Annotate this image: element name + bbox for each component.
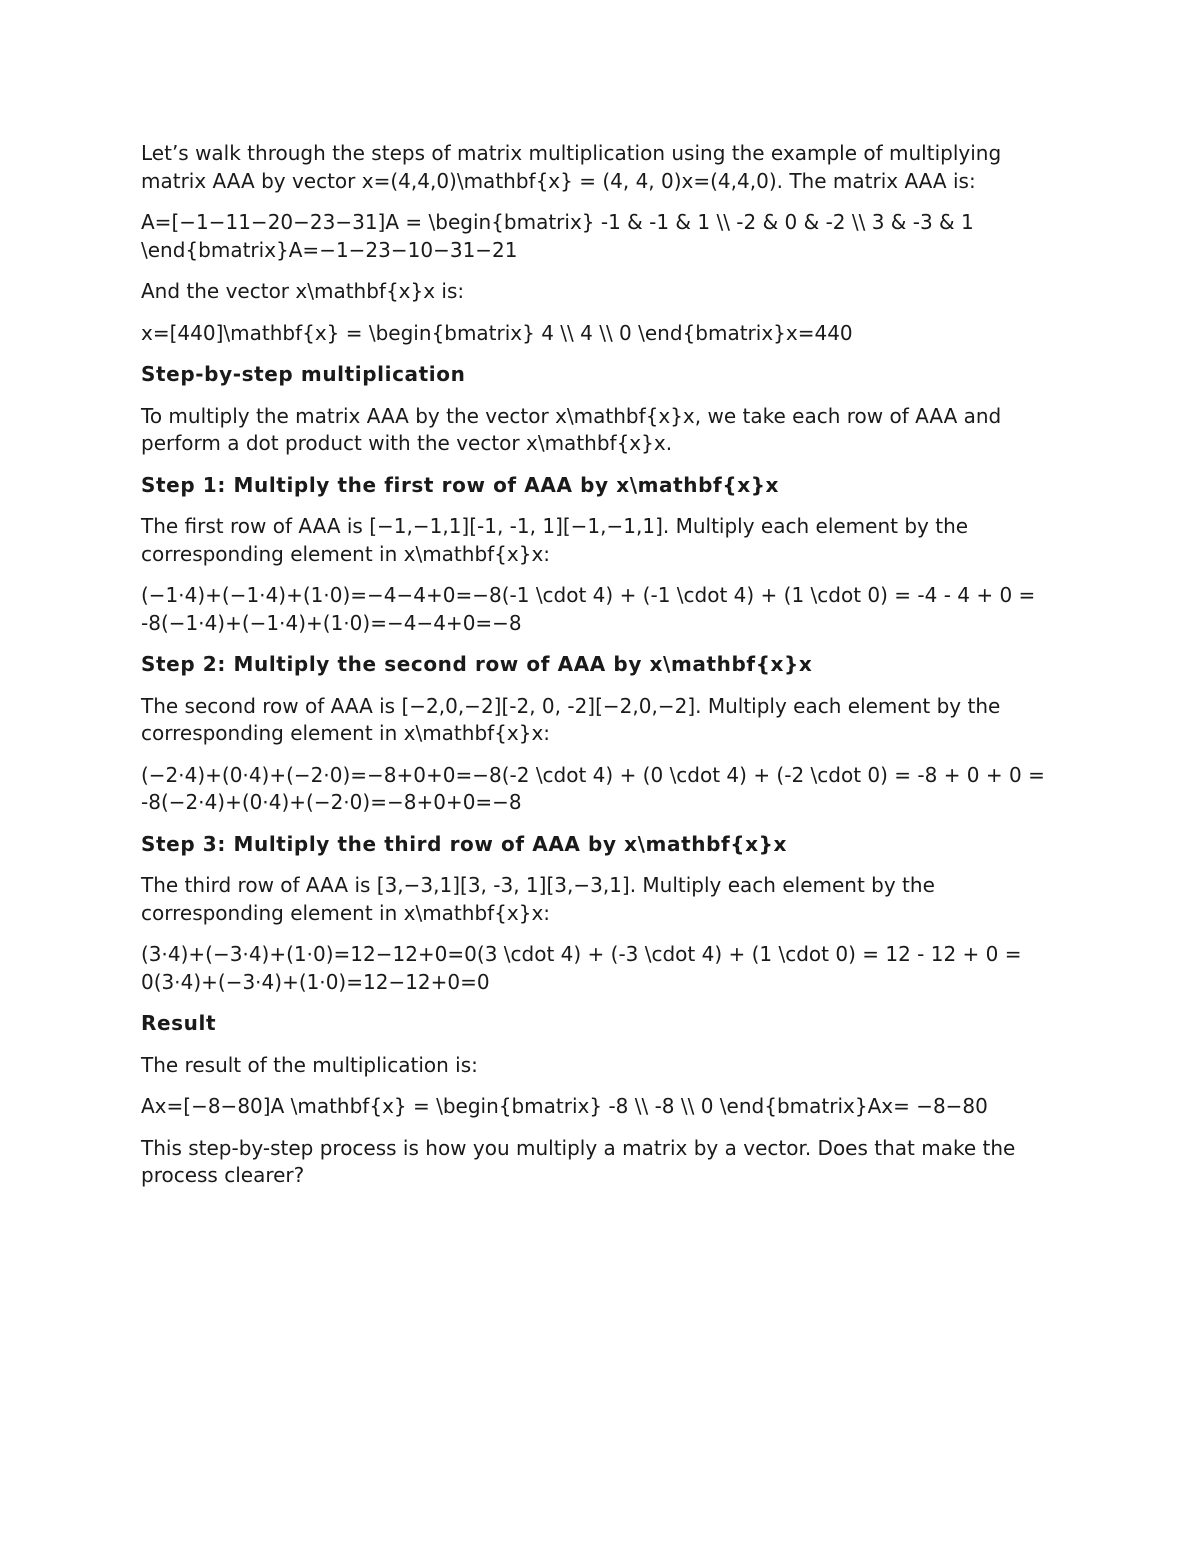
closing-paragraph: This step-by-step process is how you multiply a matrix by a vector. Does that make the process clearer? — [141, 1135, 1016, 1187]
step-2-description: The second row of AAA is [−2,0,−2][-2, 0, -2][−2,0,−2]. Multiply each element by the corresponding element in x\mathbf{x}x: — [141, 693, 1001, 745]
step-2-heading: Step 2: Multiply the second row of AAA by x\mathbf{x}x — [141, 652, 813, 676]
result-intro: The result of the multiplication is: — [141, 1052, 478, 1077]
vector-intro-paragraph: And the vector x\mathbf{x}x is: — [141, 279, 465, 303]
result-heading: Result — [141, 1011, 217, 1035]
section-heading: Step-by-step multiplication — [141, 362, 466, 386]
intro-paragraph: Let’s walk through the steps of matrix multiplication using the example of multiplying matrix AAA by vector x=(4,4,0)\mathbf{x} = (4, 4, 0)x=(4,4,0). The matrix AAA is: — [141, 141, 1002, 193]
step-3-description: The third row of AAA is [3,−3,1][3, -3, 1][3,−3,1]. Multiply each element by the corresponding element in x\mathbf{x}x: — [141, 873, 935, 925]
document-body — [141, 140, 1061, 1204]
step-3-heading: Step 3: Multiply the third row of AAA by x\mathbf{x}x — [141, 831, 787, 856]
method-paragraph: To multiply the matrix AAA by the vector x\mathbf{x}x, we take each row of AAA and perform a dot product with the vector x\mathbf{x}x. — [141, 403, 1002, 455]
vector-x-definition: x=[440]\mathbf{x} = \begin{bmatrix} 4 \\ 4 \\ 0 \end{bmatrix}x=440 — [141, 320, 853, 345]
step-1-heading: Step 1: Multiply the first row of AAA by x\mathbf{x}x — [141, 472, 780, 497]
step-1-description: The first row of AAA is [−1,−1,1][-1, -1, 1][−1,−1,1]. Multiply each element by the corresponding element in x\mathbf{x}x: — [141, 514, 969, 566]
step-1-computation: (−1⋅4)+(−1⋅4)+(1⋅0)=−4−4+0=−8(-1 \cdot 4) + (-1 \cdot 4) + (1 \cdot 0) = -4 - 4 + 0 = -8(−1⋅4)+(−1⋅4)+(1⋅0)=−4−4+0=−8 — [141, 583, 1036, 635]
matrix-a-definition: A=[−1−11−20−23−31]A = \begin{bmatrix} -1 & -1 & 1 \\ -2 & 0 & -2 \\ 3 & -3 & 1 \end{bmatrix}A=−1−23−10−31−21 — [141, 210, 974, 262]
step-3-computation: (3⋅4)+(−3⋅4)+(1⋅0)=12−12+0=0(3 \cdot 4) + (-3 \cdot 4) + (1 \cdot 0) = 12 - 12 + 0 = 0(3⋅4)+(−3⋅4)+(1⋅0)=12−12+0=0 — [141, 942, 1022, 994]
result-value: Ax=[−8−80]A \mathbf{x} = \begin{bmatrix} -8 \\ -8 \\ 0 \end{bmatrix}Ax= −8−80 — [141, 1094, 988, 1118]
step-2-computation: (−2⋅4)+(0⋅4)+(−2⋅0)=−8+0+0=−8(-2 \cdot 4) + (0 \cdot 4) + (-2 \cdot 0) = -8 + 0 + 0 = -8(−2⋅4)+(0⋅4)+(−2⋅0)=−8+0+0=−8 — [141, 762, 1045, 814]
